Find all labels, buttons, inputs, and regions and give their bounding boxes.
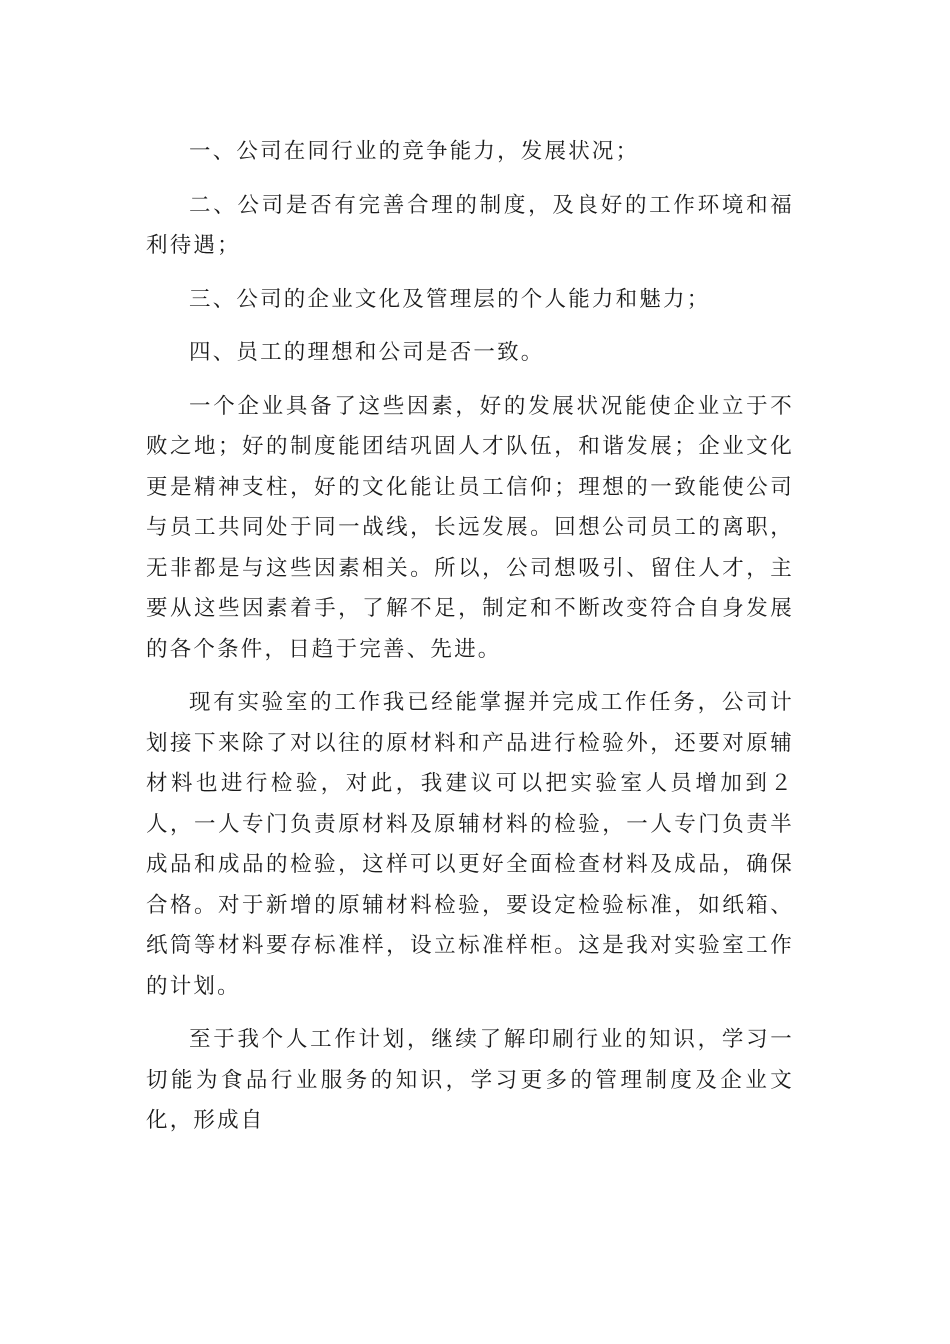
list-item-4: 四、员工的理想和公司是否一致。 — [189, 340, 545, 365]
list-item-3: 三、公司的企业文化及管理层的个人能力和魅力； — [189, 286, 711, 312]
body-paragraph-lab-plan: 现有实验室的工作我已经能掌握并完成工作任务，公司计划接下来除了对以往的原材料和产品进行检验外，还要对原辅材料也进行检验，对此，我建议可以把实验室人员增加到２人，一人专门负责原材料及原辅材料的检验，一人专门负责半成品和成品的检验，这样可以更好全面检查材料及成品，确保合格。对于新增的原辅材料检验，要设定检验标准，如纸箱、纸筒等材料要存标准样，设立标准样柜。这是我对实验室工作的计划。 — [146, 690, 794, 999]
body-paragraph-personal-plan: 至于我个人工作计划，继续了解印刷行业的知识，学习一切能为食品行业服务的知识，学习更多的管理制度及企业文化，形成自 — [146, 1027, 794, 1133]
document-body — [146, 132, 794, 1142]
body-paragraph-factors: 一个企业具备了这些因素，好的发展状况能使企业立于不败之地；好的制度能团结巩固人才队伍，和谐发展；企业文化更是精神支柱，好的文化能让员工信仰；理想的一致能使公司与员工共同处于同一战线，长远发展。回想公司员工的离职，无非都是与这些因素相关。所以，公司想吸引、留住人才，主要从这些因素着手，了解不足，制定和不断改变符合自身发展的各个条件，日趋于完善、先进。 — [146, 393, 794, 662]
list-item-2: 二、公司是否有完善合理的制度，及良好的工作环境和福利待遇； — [146, 192, 794, 258]
list-item-1: 一、公司在同行业的竞争能力，发展状况； — [189, 139, 640, 164]
